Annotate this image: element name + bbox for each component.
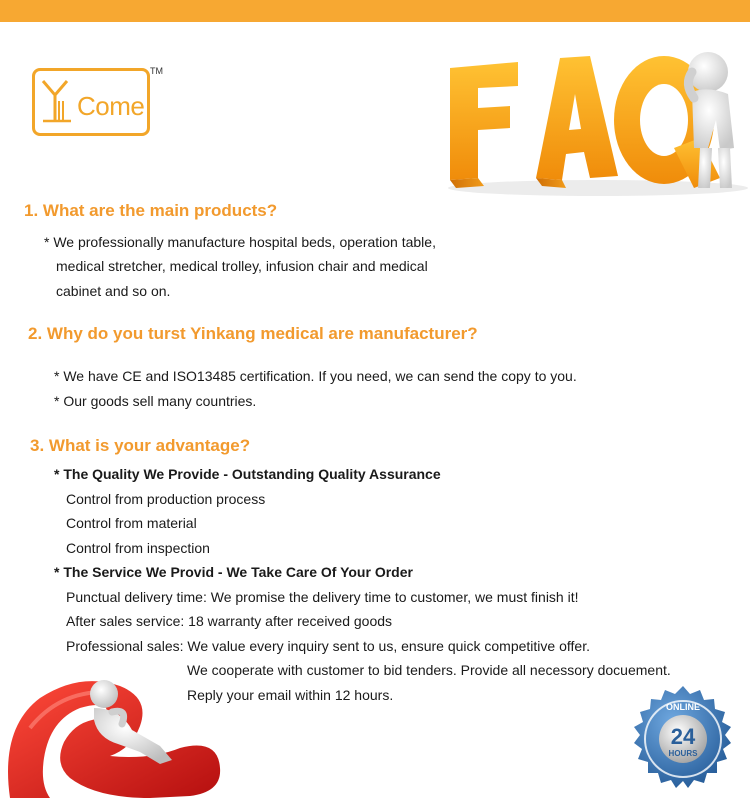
faq-answer-2-line: * We have CE and ISO13485 certification. If you need, we can send the copy to you. bbox=[54, 368, 577, 384]
faq-banner-illustration bbox=[438, 28, 750, 198]
faq-answer-2-line: * Our goods sell many countries. bbox=[54, 393, 257, 409]
badge-ring-text: ONLINE bbox=[665, 702, 701, 712]
faq-answer-1-line: * We professionally manufacture hospital beds, operation table, bbox=[44, 234, 436, 250]
faq-answer-3-line: Professional sales: We value every inquiry sent to us, ensure quick competitive offer. bbox=[66, 638, 590, 654]
trademark-mark: TM bbox=[150, 66, 163, 76]
faq-answer-3-subheading: * The Quality We Provide - Outstanding Quality Assurance bbox=[54, 466, 441, 482]
badge-number: 24 bbox=[670, 724, 696, 749]
faq-answer-3-line: Control from production process bbox=[66, 491, 266, 507]
brand-logo bbox=[32, 68, 150, 136]
logo-wordmark bbox=[77, 91, 144, 122]
faq-answer-3-line: Control from material bbox=[66, 515, 197, 531]
faq-question-2-title: 2. Why do you turst Yinkang medical are manufacturer? bbox=[28, 324, 478, 343]
faq-question-1-title: 1. What are the main products? bbox=[24, 201, 278, 220]
question-mark-figure-illustration bbox=[0, 668, 225, 800]
faq-answer-3-line: We cooperate with customer to bid tenders. Provide all necessory docuement. bbox=[187, 662, 671, 678]
badge-unit: HOURS bbox=[668, 749, 698, 758]
top-accent-bar bbox=[0, 0, 750, 22]
faq-answer-3-line: Control from inspection bbox=[66, 540, 210, 556]
faq-answer-3-line: After sales service: 18 warranty after received goods bbox=[66, 613, 393, 629]
faq-question-3-title: 3. What is your advantage? bbox=[30, 436, 251, 455]
online-24-hours-badge bbox=[626, 684, 740, 798]
logo-word: Come bbox=[77, 91, 145, 121]
faq-answer-3-line: Reply your email within 12 hours. bbox=[187, 687, 394, 703]
logo-y-mark-icon bbox=[41, 77, 77, 125]
faq-answer-3-line: Punctual delivery time: We promise the delivery time to customer, we must finish it! bbox=[66, 589, 579, 605]
faq-answer-1-line: medical stretcher, medical trolley, infusion chair and medical bbox=[56, 258, 428, 274]
faq-answer-1-line: cabinet and so on. bbox=[56, 283, 171, 299]
faq-answer-3-subheading: * The Service We Provid - We Take Care Of Your Order bbox=[54, 564, 413, 580]
